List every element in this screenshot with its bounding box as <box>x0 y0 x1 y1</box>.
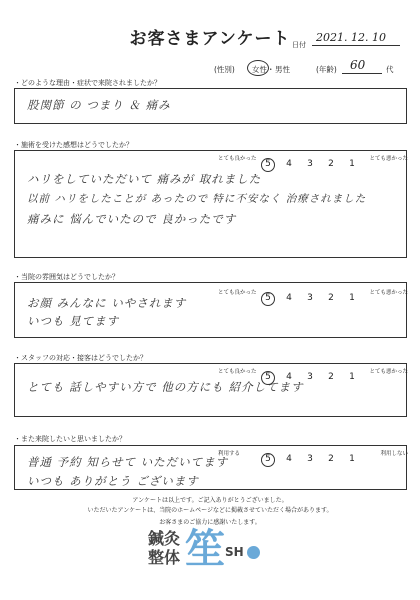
answer-3-line-1: お顔 みんなに いやされます <box>27 296 187 310</box>
scale-2-left-label: とても良かった <box>218 156 257 162</box>
answer-5-line-2: いつも ありがとう ございます <box>27 474 199 488</box>
scale-3-left-label: とても良かった <box>218 290 257 296</box>
scale-4-left-label: とても良かった <box>218 369 257 375</box>
scale-4-right-label: とても悪かった <box>369 369 408 375</box>
clinic-logo <box>148 526 268 576</box>
page-title: お客さまアンケート <box>129 29 291 49</box>
footer-line-1: アンケートは以上です。ご記入ありがとうございました。 <box>132 497 288 504</box>
rating-5-option[interactable]: 1 <box>349 454 355 464</box>
gender-label: (性別) <box>214 65 235 74</box>
rating-2-option[interactable]: 4 <box>286 159 292 169</box>
rating-scale-5 <box>218 451 408 465</box>
answer-2-line-1: ハリをしていただいて 痛みが 取れました <box>27 172 262 186</box>
logo-mark: 笙 <box>185 526 225 572</box>
answer-2-line-2: 以前 ハリをしたことが あったので 特に不安なく 治療されました <box>27 193 367 205</box>
question-2: ・施術を受けた感想はどうでしたか？ <box>14 141 133 149</box>
rating-2-option[interactable]: 5 <box>262 159 274 169</box>
question-5: ・また来院したいと思いましたか？ <box>14 435 126 443</box>
rating-2-option[interactable]: 3 <box>307 159 313 169</box>
question-3: ・当院の雰囲気はどうでしたか？ <box>14 273 119 281</box>
rating-4-option[interactable]: 3 <box>307 372 313 382</box>
scale-5-right-label: 利用しない <box>380 451 408 457</box>
rating-4-option[interactable]: 5 <box>262 372 274 382</box>
date-underline <box>312 45 400 46</box>
date-label: 日付 <box>292 41 306 49</box>
logo-line-1: 鍼灸 <box>148 529 181 548</box>
gender-option-female[interactable]: 女性 <box>252 65 267 74</box>
rating-3-option[interactable]: 3 <box>307 293 313 303</box>
gender-option-male[interactable]: 男性 <box>275 65 290 74</box>
answer-2-line-3: 痛みに 悩んでいたので 良かったです <box>27 212 237 226</box>
rating-scale-4 <box>218 369 408 383</box>
age-unit: 代 <box>386 65 394 74</box>
answer-box-1[interactable] <box>14 88 407 124</box>
rating-3-option[interactable]: 5 <box>262 293 274 303</box>
rating-2-option[interactable]: 2 <box>328 159 334 169</box>
age-value: 60 <box>350 58 366 72</box>
gender-selected-circle <box>247 60 269 76</box>
rating-5-option[interactable]: 5 <box>262 454 274 464</box>
gender-separator: ・ <box>267 65 275 74</box>
rating-5-option[interactable]: 2 <box>328 454 334 464</box>
footer-line-3: お客さまのご協力に感謝いたします。 <box>159 519 261 526</box>
answer-1-line-1: 股関節 の つまり ＆ 痛み <box>27 98 171 112</box>
rating-5-option[interactable]: 3 <box>307 454 313 464</box>
rating-2-option[interactable]: 1 <box>349 159 355 169</box>
logo-dot-icon <box>247 546 260 559</box>
age-underline <box>342 73 382 74</box>
logo-line-2: 整体 <box>148 548 181 567</box>
question-4: ・スタッフの対応・接客はどうでしたか？ <box>14 354 147 362</box>
age-label: (年齢) <box>316 65 337 74</box>
scale-5-left-label: 利用する <box>218 451 241 457</box>
answer-3-line-2: いつも 見てます <box>27 314 120 328</box>
question-1: ・どのような理由・症状で来院されましたか？ <box>14 79 161 87</box>
rating-3-option[interactable]: 2 <box>328 293 334 303</box>
answer-4-line-1: とても 話しやすい方で 他の方にも 紹介してます <box>27 380 304 394</box>
scale-3-right-label: とても悪かった <box>369 290 408 296</box>
rating-3-option[interactable]: 1 <box>349 293 355 303</box>
rating-scale-3 <box>218 290 408 304</box>
rating-4-option[interactable]: 1 <box>349 372 355 382</box>
rating-4-option[interactable]: 2 <box>328 372 334 382</box>
scale-2-right-label: とても悪かった <box>369 156 408 162</box>
answer-5-line-1: 普通 予約 知らせて いただいてます <box>27 455 229 469</box>
rating-4-option[interactable]: 4 <box>286 372 292 382</box>
rating-5-option[interactable]: 4 <box>286 454 292 464</box>
footer-line-2: いただいたアンケートは、当院のホームページなどに掲載させていただく場合があります。 <box>87 507 333 514</box>
logo-suffix: SH <box>225 545 244 559</box>
answer-box-2[interactable] <box>14 150 407 258</box>
date-value: 2021. 12. 10 <box>316 31 386 44</box>
rating-3-option[interactable]: 4 <box>286 293 292 303</box>
